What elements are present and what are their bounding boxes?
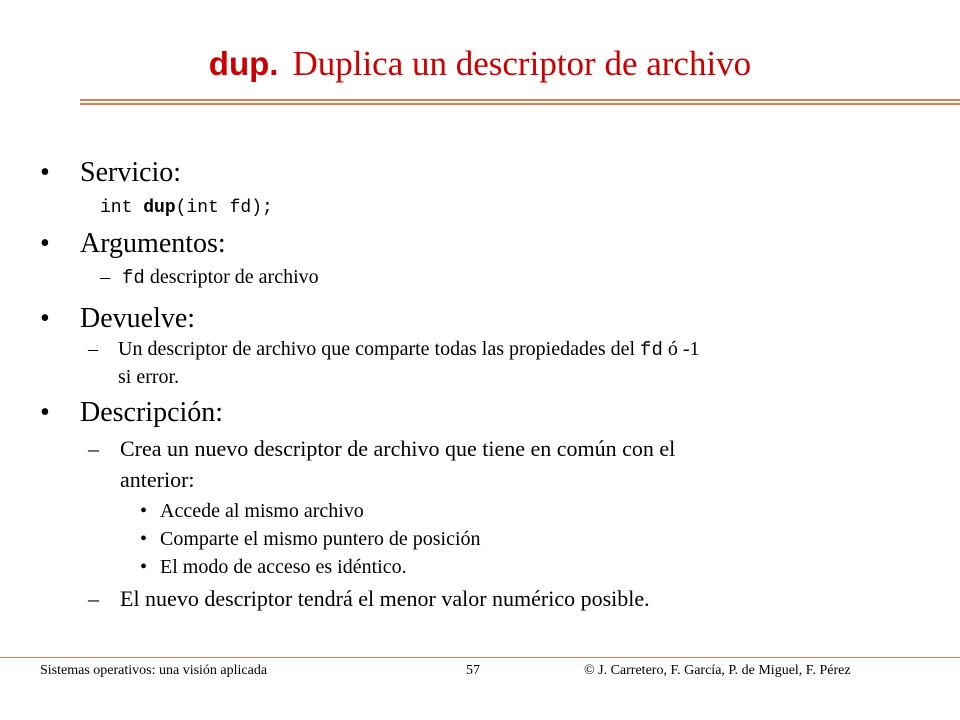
descripcion-line-1: Crea un nuevo descriptor de archivo que tiene en común con el — [120, 436, 676, 461]
title-keyword: dup. — [208, 45, 279, 82]
argumento-fd — [122, 266, 319, 289]
bullet-servicio: • — [40, 157, 50, 188]
dash-descripcion: – — [88, 436, 99, 461]
heading-argumentos: Argumentos: — [80, 228, 226, 259]
descripcion-line-2: anterior: — [120, 467, 195, 492]
footer-page-number: 57 — [466, 663, 480, 678]
code-func: dup — [143, 198, 176, 218]
bullet-descripcion: • — [40, 397, 50, 428]
arg-name: fd — [122, 267, 145, 289]
devuelve-line-2: si error. — [118, 366, 180, 388]
dash-argumentos: – — [100, 266, 110, 288]
code-rest: (int fd); — [175, 198, 273, 218]
code-signature — [100, 198, 273, 218]
footer-course: Sistemas operativos: una visión aplicada — [40, 663, 268, 678]
heading-servicio: Servicio: — [80, 157, 182, 188]
bullet-devuelve: • — [40, 303, 50, 334]
footer-rule — [0, 657, 960, 658]
arg-desc: descriptor de archivo — [144, 266, 319, 288]
sub-item-1: Accede al mismo archivo — [160, 500, 364, 522]
sub-bullet-1: • — [140, 500, 148, 522]
devuelve-text-b: ó -1 — [662, 338, 700, 360]
devuelve-code: fd — [640, 339, 663, 361]
sub-bullet-2: • — [140, 528, 148, 550]
code-type: int — [100, 198, 133, 218]
sub-item-2: Comparte el mismo puntero de posición — [160, 528, 481, 550]
dash-devuelve: – — [88, 338, 98, 360]
heading-devuelve: Devuelve: — [80, 303, 196, 334]
sub-bullet-3: • — [140, 556, 148, 578]
footer-authors: © J. Carretero, F. García, P. de Miguel, F. Pérez — [584, 663, 851, 678]
devuelve-line-1 — [118, 338, 700, 361]
dash-descripcion-last: – — [88, 586, 99, 611]
bullet-argumentos: • — [40, 228, 50, 259]
sub-item-3: El modo de acceso es idéntico. — [160, 556, 407, 578]
title-text: Duplica un descriptor de archivo — [292, 44, 752, 83]
heading-descripcion: Descripción: — [80, 397, 224, 428]
devuelve-text-a: Un descriptor de archivo que comparte todas las propiedades del — [118, 338, 641, 360]
descripcion-last-line: El nuevo descriptor tendrá el menor valor numérico posible. — [120, 586, 650, 611]
